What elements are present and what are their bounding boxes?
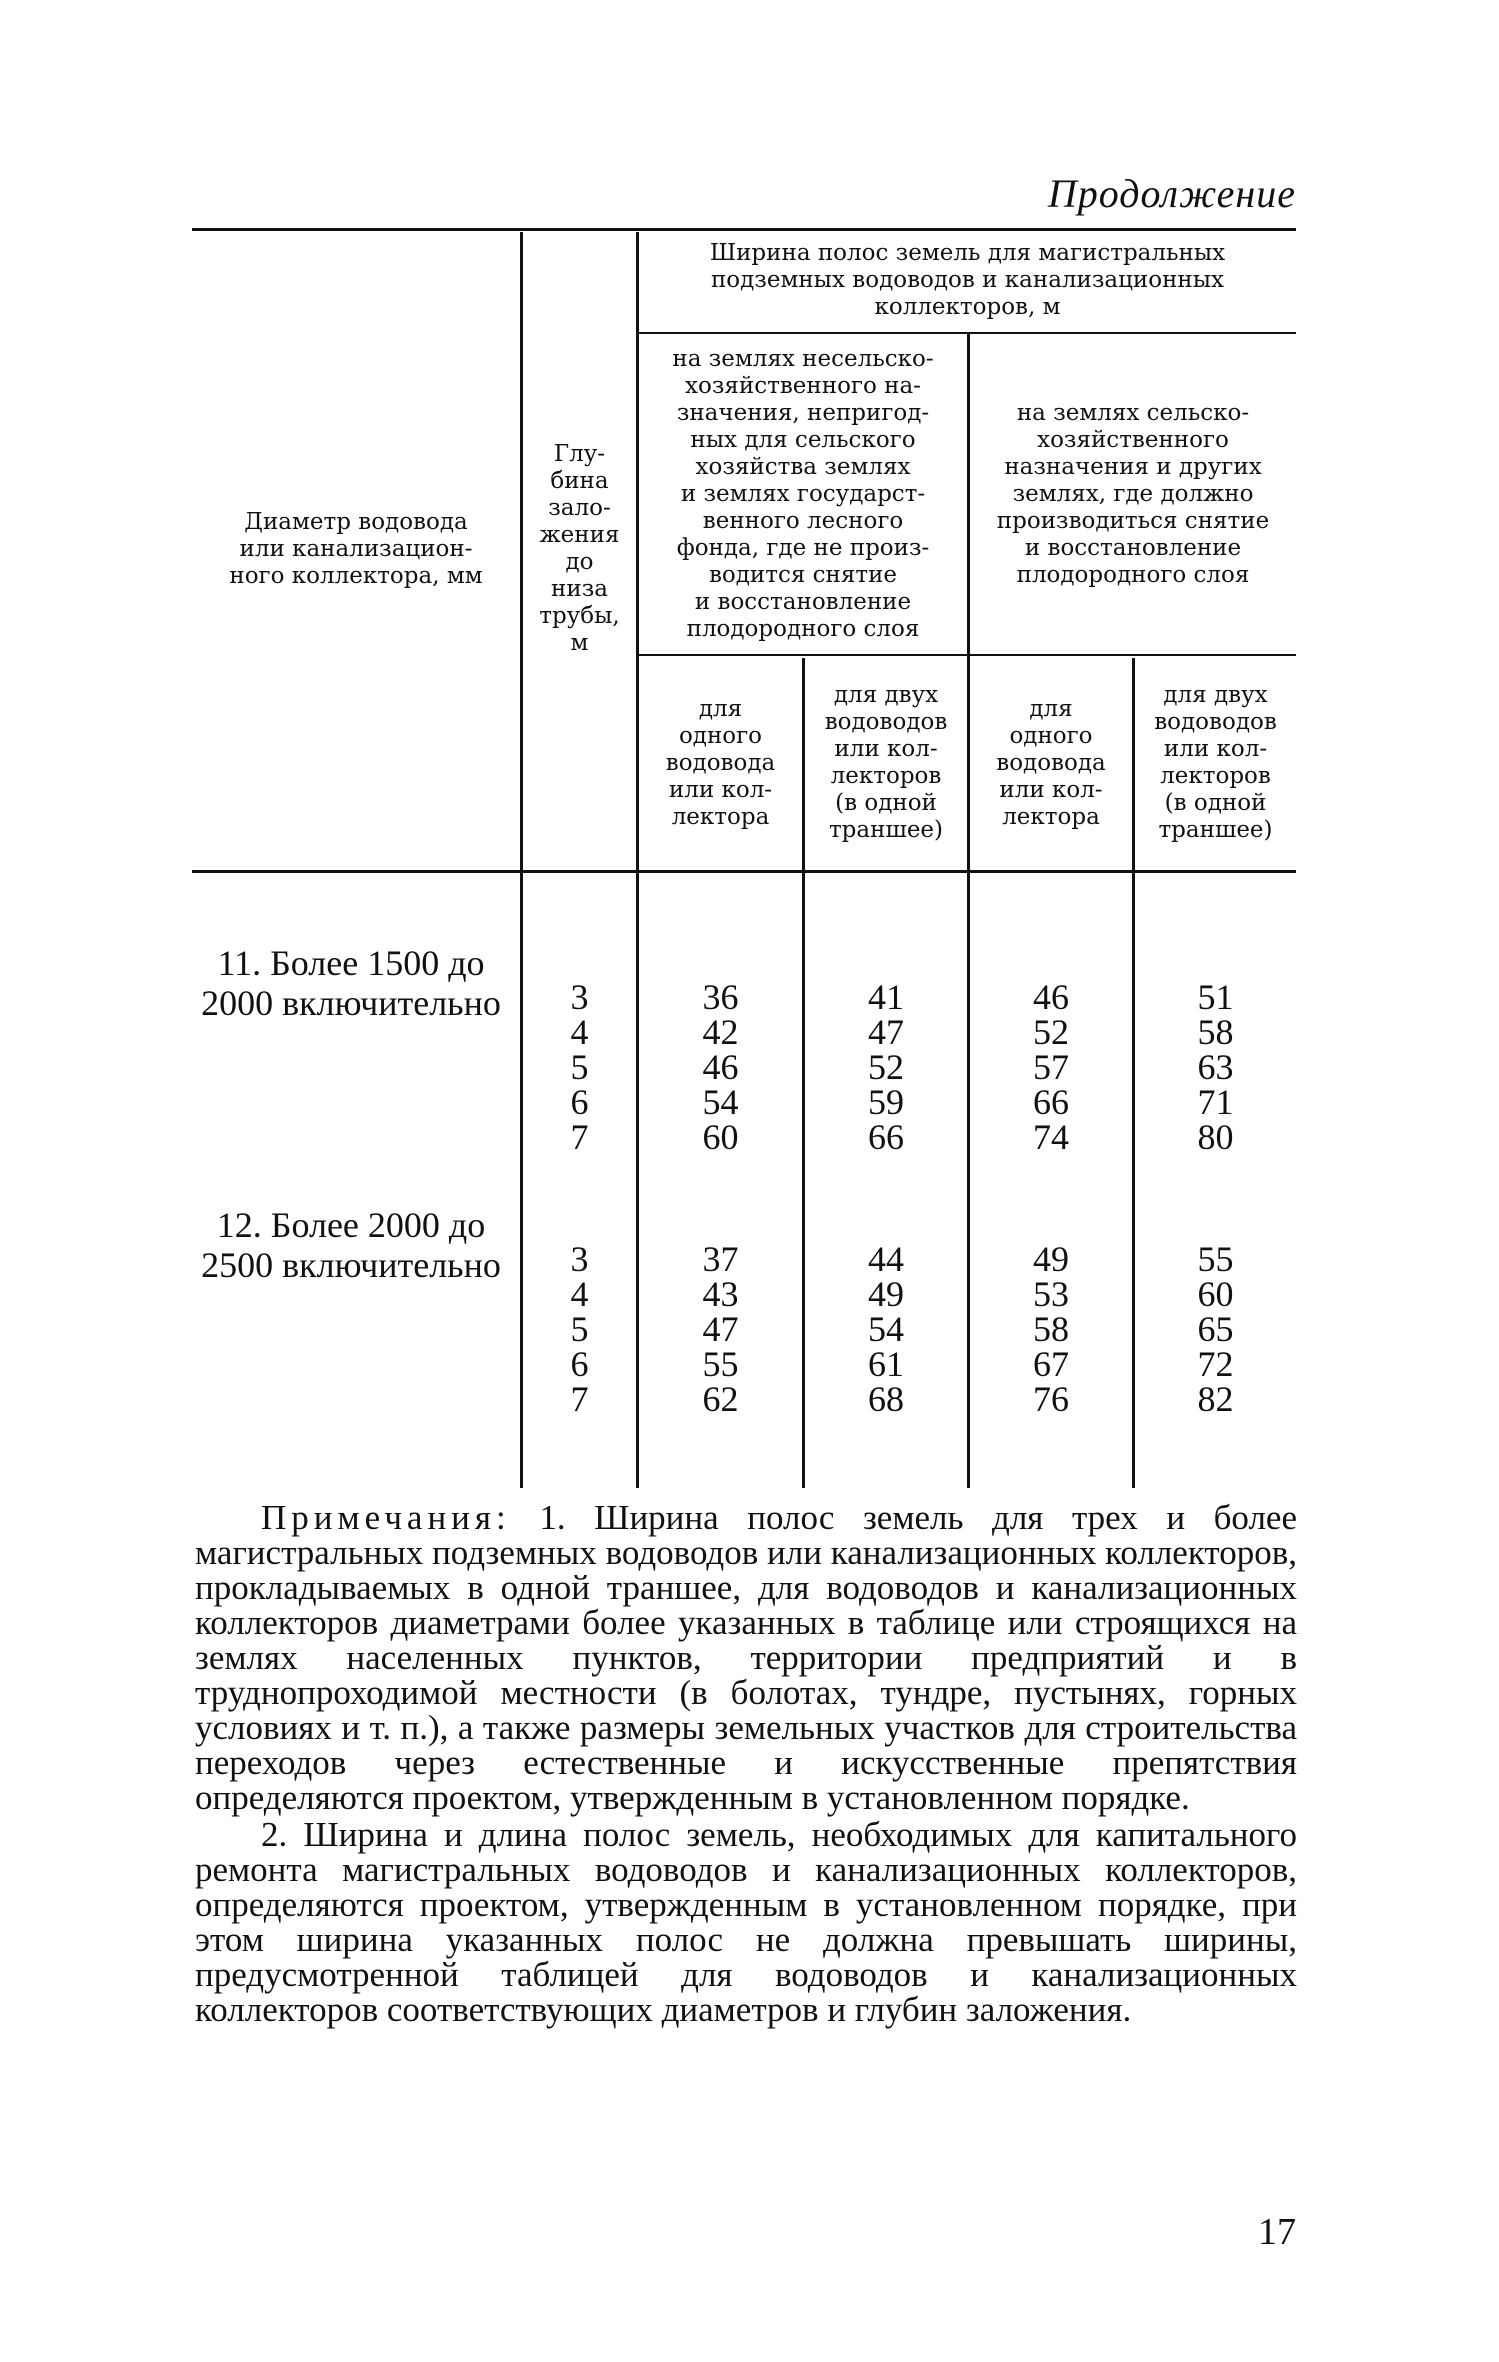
table-cell: 4 bbox=[570, 1012, 589, 1052]
value-column bbox=[805, 977, 967, 1157]
value-column bbox=[1135, 977, 1296, 1157]
depth-column bbox=[523, 977, 636, 1157]
table-cell: 52 bbox=[1033, 1012, 1069, 1052]
page-number: 17 bbox=[1258, 2211, 1296, 2253]
table-cell: 36 bbox=[702, 977, 739, 1017]
data-table bbox=[192, 228, 1296, 1488]
header-two-pipes-2: для двух водоводов или кол- лекторов (в одной траншее) bbox=[1154, 682, 1277, 843]
table-cell: 60 bbox=[1197, 1274, 1234, 1314]
table-cell: 49 bbox=[1033, 1239, 1069, 1279]
table-cell: 43 bbox=[702, 1274, 739, 1314]
table-cell: 3 bbox=[570, 1239, 589, 1279]
note-2 bbox=[195, 1817, 1297, 2027]
note-2-text: 2. Ширина и длина полос земель, необходимых для капитального ремонта магистральных водоводов и канализационных коллекторов, определяются проектом, утвержденным в установленном порядке, при этом ширина указанных полос не должна превышать ширины, предусмотренной таблицей для водоводов и канализационных коллекторов соответствующих диаметров и глубин заложения. bbox=[195, 1815, 1297, 2029]
table-cell: 63 bbox=[1197, 1047, 1234, 1087]
table-cell: 3 bbox=[570, 977, 589, 1017]
table-cell: 7 bbox=[570, 1379, 589, 1419]
table-cell: 41 bbox=[868, 977, 904, 1017]
header-width-group: Ширина полос земель для магистральных подземных водоводов и канализационных коллекторов, м bbox=[709, 239, 1226, 320]
table-cell: 60 bbox=[702, 1117, 739, 1157]
header-depth: Глу- бина зало- жения до низа трубы, м bbox=[539, 441, 620, 656]
table-cell: 42 bbox=[702, 1012, 739, 1052]
depth-column bbox=[523, 1239, 636, 1419]
table-cell: 82 bbox=[1197, 1379, 1234, 1419]
table-cell: 6 bbox=[570, 1344, 589, 1384]
table-cell: 61 bbox=[868, 1344, 904, 1384]
note-1 bbox=[195, 1500, 1297, 1815]
table-cell: 62 bbox=[702, 1379, 739, 1419]
value-column bbox=[970, 1239, 1132, 1419]
continuation-label: Продолжение bbox=[1047, 171, 1296, 216]
table-cell: 59 bbox=[868, 1082, 904, 1122]
table-cell: 37 bbox=[702, 1239, 739, 1279]
header-one-pipe-2: для одного водовода или кол- лектора bbox=[996, 695, 1106, 830]
table-cell: 51 bbox=[1197, 977, 1234, 1017]
table-cell: 53 bbox=[1033, 1274, 1069, 1314]
group-label: 11. Более 1500 до 2000 включительно bbox=[201, 943, 501, 1023]
header-diameter: Диаметр водовода или канализацион- ного коллектора, мм bbox=[229, 508, 483, 589]
table-cell: 74 bbox=[1033, 1117, 1069, 1157]
table-cell: 46 bbox=[702, 1047, 739, 1087]
table-cell: 67 bbox=[1033, 1344, 1069, 1384]
table-cell: 58 bbox=[1033, 1309, 1069, 1349]
table-cell: 57 bbox=[1033, 1047, 1069, 1087]
table-cell: 55 bbox=[1197, 1239, 1234, 1279]
header-agri: на землях сельско- хозяйственного назначения и других землях, где должно производиться снятие и восстановление плодородного слоя bbox=[996, 399, 1270, 588]
value-column bbox=[1135, 1239, 1296, 1419]
table-cell: 6 bbox=[570, 1082, 589, 1122]
table-cell: 72 bbox=[1197, 1344, 1234, 1384]
table-cell: 66 bbox=[1033, 1082, 1069, 1122]
table-cell: 54 bbox=[868, 1309, 904, 1349]
table-cell: 71 bbox=[1197, 1082, 1234, 1122]
table-cell: 54 bbox=[702, 1082, 739, 1122]
table-cell: 76 bbox=[1033, 1379, 1069, 1419]
table-cell: 4 bbox=[570, 1274, 589, 1314]
header-two-pipes-1: для двух водоводов или кол- лекторов (в одной траншее) bbox=[824, 682, 948, 843]
table-cell: 80 bbox=[1197, 1117, 1234, 1157]
table-cell: 52 bbox=[868, 1047, 904, 1087]
header-one-pipe-1: для одного водовода или кол- лектора bbox=[665, 695, 776, 830]
table-cell: 55 bbox=[702, 1344, 739, 1384]
notes-title: Примечания: bbox=[261, 1498, 511, 1537]
table-cell: 7 bbox=[570, 1117, 589, 1157]
header-bottom-rule bbox=[192, 870, 1296, 873]
table-cell: 49 bbox=[868, 1274, 904, 1314]
table-cell: 68 bbox=[868, 1379, 904, 1419]
group-label: 12. Более 2000 до 2500 включительно bbox=[201, 1205, 501, 1285]
note-1-text: 1. Ширина полос земель для трех и более магистральных подземных водоводов или канализационных коллекторов, прокладываемых в одной траншее, для водоводов и канализационных коллекторов диаметрами более указанных в таблице или строящихся на землях населенных пунктов, территории предприятий и в труднопроходимой местности (в болотах, тундре, пустынях, горных условиях и т. п.), а также размеры земельных участков для строительства переходов через естественные и искусственные препятствия определяются проектом, утвержденным в установленном порядке. bbox=[195, 1498, 1297, 1817]
notes-section bbox=[195, 1500, 1297, 2027]
value-column bbox=[639, 977, 802, 1157]
header-non-agri: на землях несельско- хозяйственного на- значения, непригод- ных для сельского хозяйства землях и землях государст- венного лесного фонда, где не произ- водится снятие и восстановление плодородного слоя bbox=[672, 345, 934, 642]
table-cell: 47 bbox=[702, 1309, 739, 1349]
table-cell: 66 bbox=[868, 1117, 904, 1157]
value-column bbox=[639, 1239, 802, 1419]
table-cell: 47 bbox=[868, 1012, 904, 1052]
table-cell: 5 bbox=[570, 1309, 589, 1349]
table-cell: 46 bbox=[1033, 977, 1069, 1017]
value-column bbox=[805, 1239, 967, 1419]
table-cell: 58 bbox=[1197, 1012, 1234, 1052]
table-cell: 5 bbox=[570, 1047, 589, 1087]
table-cell: 44 bbox=[868, 1239, 904, 1279]
table-cell: 65 bbox=[1197, 1309, 1234, 1349]
value-column bbox=[970, 977, 1132, 1157]
